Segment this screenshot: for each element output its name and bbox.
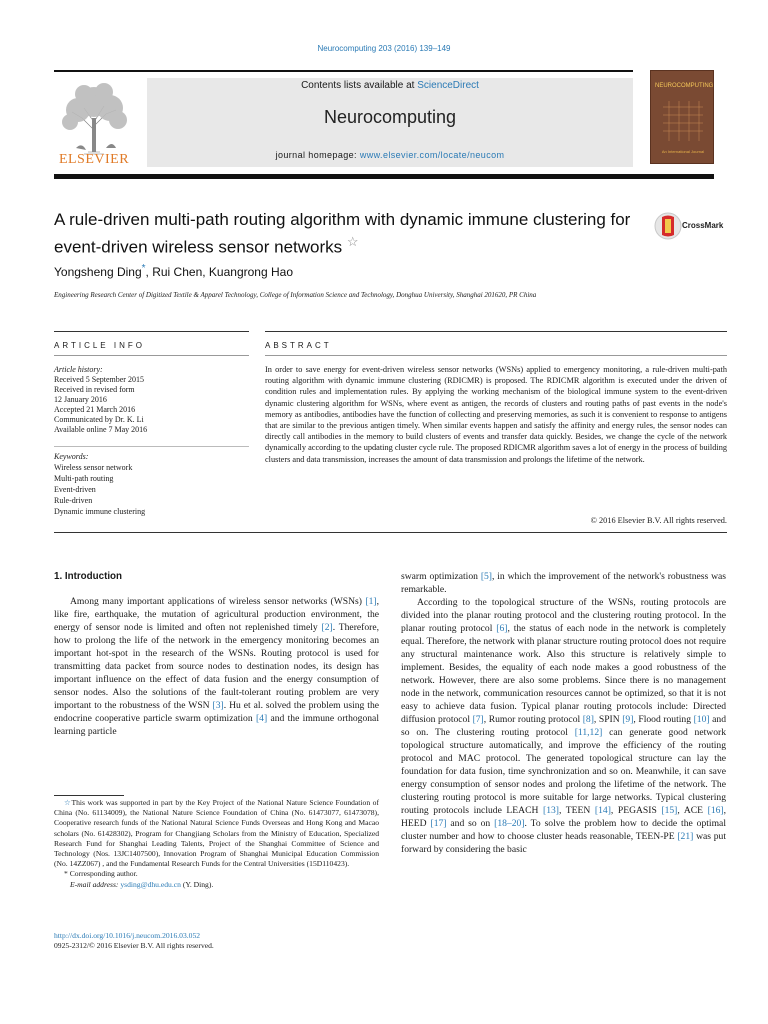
cover-title: NEUROCOMPUTING: [655, 83, 714, 89]
keyword: Rule-driven: [54, 496, 93, 505]
article-info-rule-2: [54, 355, 249, 356]
title-footnote-marker[interactable]: ☆: [346, 234, 359, 249]
body-text: , SPIN: [593, 714, 623, 725]
email-link[interactable]: ysding@dhu.edu.cn: [120, 879, 181, 889]
citation-link[interactable]: [14]: [594, 805, 611, 816]
author-name[interactable]: Rui Chen: [152, 265, 203, 279]
journal-cover-image[interactable]: [650, 70, 714, 164]
intro-paragraph-1: [54, 595, 379, 738]
crossmark-label[interactable]: CrossMark: [682, 221, 724, 230]
author-name[interactable]: Kuangrong Hao: [208, 265, 293, 279]
author-list: [54, 263, 293, 279]
history-line: Communicated by Dr. K. Li: [54, 415, 144, 424]
body-text: , Rumor routing protocol: [483, 714, 583, 725]
citation-link[interactable]: [8]: [582, 714, 594, 725]
citation-link[interactable]: [1]: [365, 596, 377, 607]
citation-link[interactable]: [9]: [622, 714, 634, 725]
citation-link[interactable]: [21]: [677, 831, 694, 842]
citation-link[interactable]: [11,12]: [574, 727, 603, 738]
abstract-heading: ABSTRACT: [265, 341, 332, 350]
cover-pattern-icon: [661, 99, 705, 143]
citation-link[interactable]: [5]: [480, 571, 492, 582]
history-line: 12 January 2016: [54, 395, 107, 404]
cover-subtitle: An International Journal: [661, 149, 705, 154]
journal-banner: [147, 78, 633, 167]
citation-link[interactable]: [16]: [707, 805, 724, 816]
body-text: can generate good network topological structure automatically, and improve the efficiency of the routing protocol and MAC protocol. The generated topological structure can lay the foundation for data fusion, time synchronization and so on. Meanwhile, it can save energy consumption of sensor nodes and prolong the lifetime of the network. The clustering routing protocol is more suitable for large networks. Typical clustering routing protocols include LEACH: [401, 727, 726, 816]
body-text: , HEED: [401, 805, 727, 829]
homepage-line: [147, 150, 633, 160]
abstract-text: In order to save energy for event-driven wireless sensor networks (WSNs) applied to emergency monitoring, a rule-driven multi-path routing algorithm with dynamic immune clustering (RDICMR) is proposed. The RDICMR algorithm is executed under the driven of condition rules and implementation rules. By applying the working mechanism of the biological immune system to the event-driven dynamic clustering algorithm for WSNs, where event as antigen, the records of clusters and routing paths of past events in the node's memory as antibodies, antibodies have the function of collecting and preserving memories, as such it is convenient to response to antigens that are similar to the previous antigen timely. When similar events happen and satisfy the affinity and energy rules, the sensor nodes can directly call antibodies in the memory to build clusters of events and transfer data quickly. Besides, we change the cycle of the network dynamically according to the updating cluster cycle rule. The proposed RDICMR algorithm saves a lot of energy in the process of building clusters and data transmission, increases the amount of data transmission and prolongs the lifetime of the network.: [265, 365, 727, 464]
email-suffix: (Y. Ding).: [180, 879, 214, 889]
author-separator: ,: [145, 265, 153, 279]
citation-link[interactable]: [7]: [472, 714, 484, 725]
keyword: Multi-path routing: [54, 474, 114, 483]
citation-link[interactable]: [3]: [212, 700, 224, 711]
body-text: and the immune orthogonal learning particle: [54, 713, 379, 737]
citation-link[interactable]: [18–20]: [494, 818, 525, 829]
email-label: E-mail address:: [70, 879, 121, 889]
email-footnote: [54, 880, 379, 890]
doi-link[interactable]: http://dx.doi.org/10.1016/j.neucom.2016.03.052: [54, 931, 201, 940]
body-text: , the status of each node in the network is completely equal. Therefore, the network with planar structure routing protocol does not require any structural maintenance work. Also this structure is relatively simple to implement. Besides, the equality of each node makes a good robustness of the network. However, there are also some problems. Since there is no management node in the network, communication resources cannot be optimized, so that it is not easy to achieve data fusion. Typical planar routing protocols include: Directed diffusion protocol: [401, 623, 727, 725]
paper-title-text: A rule-driven multi-path routing algorithm with dynamic immune clustering for event-driven wireless sensor networks: [54, 210, 631, 257]
intro-paragraph-2: [401, 596, 726, 856]
journal-name: Neurocomputing: [323, 107, 457, 127]
keyword: Dynamic immune clustering: [54, 507, 146, 516]
article-info-heading: ARTICLE INFO: [54, 341, 145, 350]
body-text: and so on. The clustering routing protocol: [401, 714, 726, 738]
citation-link[interactable]: [6]: [496, 623, 508, 634]
issn-line: 0925-2312/© 2016 Elsevier B.V. All rights reserved.: [54, 941, 214, 951]
history-line: Received 5 September 2015: [54, 375, 144, 384]
author-separator: ,: [202, 265, 209, 279]
section-heading-introduction: 1. Introduction: [54, 571, 123, 582]
doi-block: [54, 931, 379, 951]
funding-footnote: [54, 798, 379, 869]
body-text: , like fire, earthquake, the mutation of agricultural production environment, the energy of sensor node is limited and often not replenished timely: [54, 596, 379, 633]
affiliation: Engineering Research Center of Digitized Textile & Apparel Technology, College of Information Science and Technology, Donghua University, Shanghai 201620, PR China: [54, 291, 537, 299]
body-text: . Therefore, how to prolong the life of the network in the emergency monitoring becomes an important hot-spot in the research of the WSNs. Routing protocol is used for transmitting data packet from source nodes to destination nodes, its design has important influence on the effect of data fusion and the energy consumption of sensor nodes. Also the solutions of the fault-tolerant routing problem are very important to the robustness of the WSN: [54, 622, 379, 711]
body-text: swarm optimization: [401, 571, 481, 582]
keyword: Event-driven: [54, 485, 96, 494]
article-info-rule: [54, 331, 249, 332]
contents-line: [147, 80, 633, 91]
body-text: , PEGASIS: [610, 805, 662, 816]
history-line: Available online 7 May 2016: [54, 425, 148, 434]
journal-citation[interactable]: Neurocomputing 203 (2016) 139–149: [317, 44, 451, 53]
abstract-bottom-rule: [54, 532, 727, 533]
body-text: and so on: [446, 818, 495, 829]
body-text: , ACE: [677, 805, 708, 816]
corresponding-text: Corresponding author.: [69, 869, 138, 879]
citation-link[interactable]: [15]: [661, 805, 678, 816]
citation-link[interactable]: [2]: [321, 622, 333, 633]
keywords: [54, 451, 249, 517]
keyword: Wireless sensor network: [54, 463, 133, 472]
citation-link[interactable]: [13]: [543, 805, 559, 816]
footnotes: [54, 798, 379, 890]
citation-link[interactable]: [10]: [693, 714, 710, 725]
homepage-link[interactable]: www.elsevier.com/locate/neucom: [359, 150, 505, 160]
corresponding-marker: *: [64, 869, 68, 879]
body-text: Among many important applications of wireless sensor networks (WSNs): [70, 596, 366, 607]
history-label: Article history:: [54, 365, 103, 374]
body-text: . To solve the problem how to decide the optimal cluster number and how to choose cluster heads reasonable, TEEN-PE: [401, 818, 726, 842]
left-column: [54, 570, 379, 738]
contents-prefix: Contents lists available at: [301, 80, 418, 91]
footnote-rule: [54, 795, 124, 796]
header-top-rule: [54, 70, 633, 72]
header-bottom-rule: [54, 174, 714, 179]
body-text: , in which the improvement of the network's robustness was remarkable.: [401, 571, 726, 595]
body-text: was put forward by considering the basic: [401, 831, 726, 855]
paper-title: [54, 209, 634, 259]
abstract-copyright: © 2016 Elsevier B.V. All rights reserved.: [590, 516, 727, 525]
citation-link[interactable]: [17]: [430, 818, 447, 829]
body-text: . Hu et al. solved the problem using the endocrine cooperative particle swarm optimization: [54, 700, 379, 724]
citation-link[interactable]: [4]: [255, 713, 268, 724]
right-column: [401, 570, 726, 856]
funding-text: This work was supported in part by the Key Project of the National Nature Science Foundation of China (No. 61134009), the National Nature Science Foundation of China (No. 61473077, 61473078), Cooperative research funds of the National Natural Science Funds Overseas and Hong Kong and Macao scholars (No. 61428302), Program for Changjiang Scholars from the Ministry of Education, Specialized Research Fund for Shanghai Leading Talents, Project of the Shanghai Committee of Science and Technology (Nos. 13JC1407500), Innovation Program of Shanghai Municipal Education Commission (No. 14ZZ067) , and the Fundamental Research Funds for the Central Universities (15D110423).: [54, 798, 380, 869]
publisher-name: ELSEVIER: [58, 152, 130, 167]
history-line: Accepted 21 March 2016: [54, 405, 136, 414]
author-marker[interactable]: *: [141, 263, 146, 274]
article-history: [54, 365, 249, 435]
corresponding-footnote: [54, 869, 379, 879]
keywords-label: Keywords:: [54, 452, 89, 461]
abstract-rule: [265, 331, 727, 332]
abstract-rule-2: [265, 355, 727, 356]
author-name[interactable]: Yongsheng Ding: [54, 265, 142, 279]
body-text: , TEEN: [558, 805, 595, 816]
history-line: Received in revised form: [54, 385, 135, 394]
history-rule: [54, 446, 249, 447]
funding-marker: ☆: [64, 798, 72, 807]
body-text: According to the topological structure of the WSNs, routing protocols are divided into the planar routing protocol and the clustering routing protocol. In the planar routing protocol: [401, 597, 726, 634]
sciencedirect-link[interactable]: ScienceDirect: [417, 80, 479, 91]
body-text: , Flood routing: [633, 714, 694, 725]
homepage-prefix: journal homepage:: [275, 150, 360, 160]
intro-paragraph-continued: [401, 570, 726, 596]
